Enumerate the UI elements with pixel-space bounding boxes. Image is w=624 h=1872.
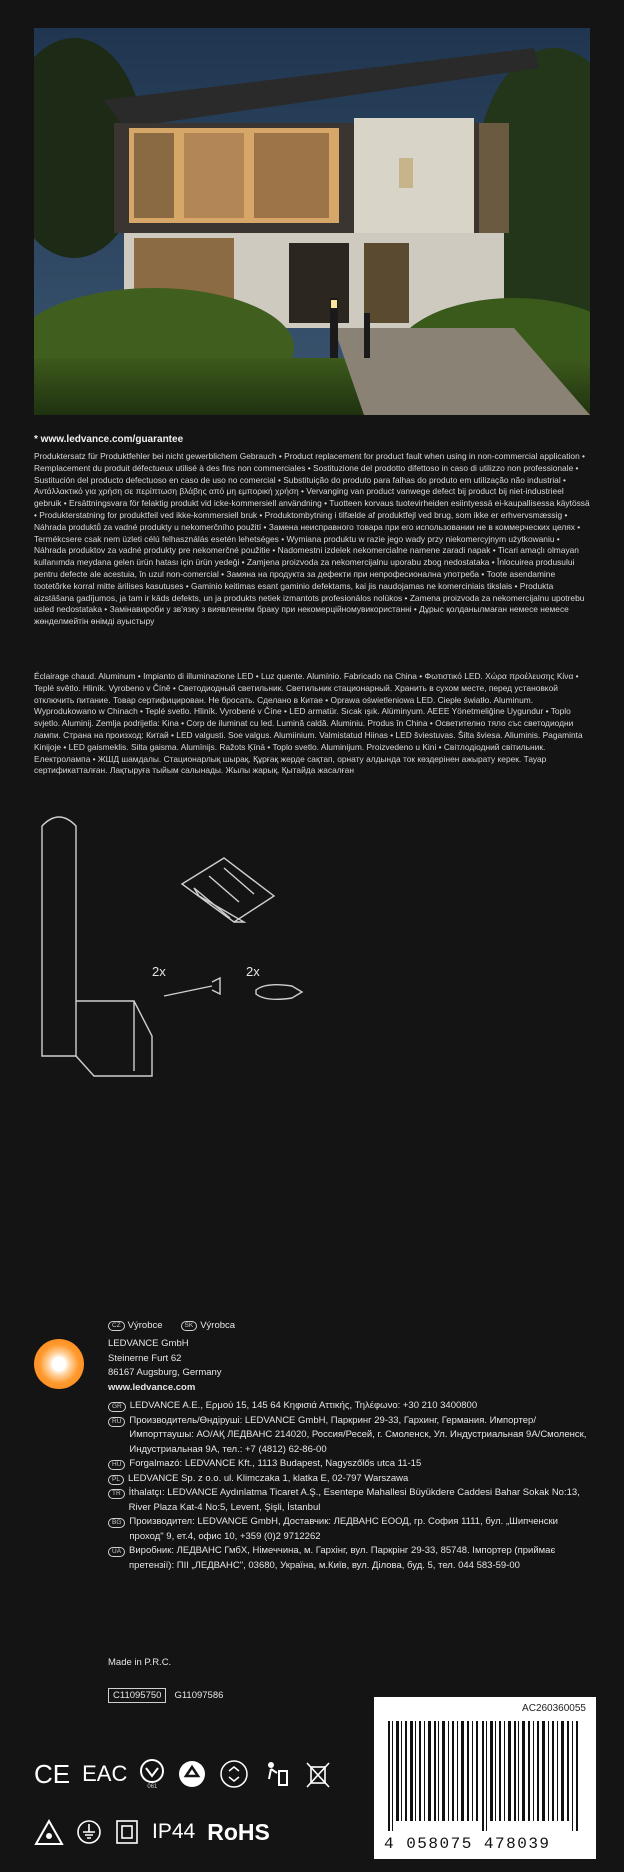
made-by-sk (181, 1320, 236, 1331)
product-photo (34, 28, 590, 415)
rep-text: Производител: LEDVANCE GmbH, Доставчик: ЛЕДВАНС ЕООД, гр. София 1111, бул. „Шипченски проход" 9, ет.4, офис 10, +359 (0)2 9712262 (129, 1516, 558, 1542)
country-code-badge: PL (108, 1475, 124, 1485)
rep-ru (108, 1414, 594, 1458)
representatives-list (108, 1399, 594, 1573)
house-illustration (34, 28, 590, 415)
country-code-badge: UA (108, 1547, 125, 1557)
city: 86167 Augsburg, Germany (108, 1367, 222, 1378)
manufacturer-block (108, 1320, 588, 1395)
country-code-badge: RU (108, 1417, 125, 1427)
ledvance-logo (34, 1339, 84, 1389)
lamp-drawing (34, 806, 334, 1086)
company-name: LEDVANCE GmbH (108, 1338, 189, 1349)
street: Steinerne Furt 62 (108, 1352, 182, 1364)
rohs-mark: RoHS (207, 1818, 270, 1845)
ukraine-mark-number: 061 (147, 1784, 158, 1790)
mounting-diagram (34, 806, 334, 1086)
rep-pl (108, 1472, 594, 1487)
ground-symbol-icon (76, 1818, 102, 1846)
rep-text: LEDVANCE A.E., Ερμού 15, 145 64 Κηφισιά Αττικής, Τηλέφωνο: +30 210 3400800 (129, 1400, 478, 1411)
screws-quantity: 2x (152, 964, 166, 979)
article-code: AC260360055 (522, 1703, 586, 1714)
rep-ua (108, 1544, 594, 1573)
country-code-badge: CZ (108, 1321, 125, 1331)
rep-hu (108, 1457, 594, 1472)
ukraine-mark-icon (139, 1758, 165, 1784)
product-codes (108, 1688, 223, 1703)
barcode-panel (374, 1697, 596, 1859)
eac-mark: EAC (82, 1761, 128, 1786)
recycle-icon (177, 1759, 207, 1789)
country-code-badge: SK (181, 1321, 198, 1331)
ce-mark: CE (34, 1758, 71, 1789)
ukraine-mark (139, 1758, 165, 1790)
weee-bin-icon (303, 1759, 333, 1789)
c-code: C11095750 (108, 1688, 166, 1703)
anchors-quantity: 2x (246, 964, 260, 979)
ean-number: 4 058075 478039 (384, 1835, 551, 1853)
made-by-cz (108, 1320, 163, 1331)
country-code-badge: GR (108, 1402, 126, 1412)
guarantee-text: Produktersatz für Produktfehler bei nicht gewerblichem Gebrauch • Product replacement for product fault when using in non-commercial application • Remplacement du produit défectueux utilisé à des fins non commerciales • Sostituzione del prodotto difettoso in caso di utilizzo non professionale • Sustitución del producto defectuoso en caso de uso no comercial • Substituição do produto para falhas do produto em utilização não industrial • Αντάλλακτικό για χρήση σε περίπτωση βλάβης από μη εμπορική χρήση • Vervanging van product vanwege defect bij product bij niet-industrieel gebruik • Ersättningsvara för felaktig produkt vid icke-kommersiell användning • Tuotteen korvaus tuotevirheiden esiintyessä ei-kaupallisessa käytössä • Produkterstatning for produktfeil ved ikke-kommersiell bruk • Produktombytning i tilfælde af produktfejl ved brug, som ikke er erhvervsmæssig • Náhrada produktů za vadné produkty u nekomerčního použití • Замена неисправного товара при его использовании не в коммерческих целях • Termékcsere csak nem üzleti célú felhasználás esetén lehetséges • Wymiana produktu w razie jego wady przy niekomercyjnym użytkowaniu • Náhrada produktov za vadné produkty pre nekomerčné použitie • Nadomestni izdelek nekomercialne namene zaradi napak • Ticari amaçlı olmayan kullanımda meydana gelen ürün hatası için ürün yedeği • Zamjena proizvoda za nekomercijalnu uporabu zbog nedostataka • Înlocuirea produsului pentru defecte ale acestuia, în uzul non-comercial • Замяна на продукта за дефекти при непрофесионална употреба • Toote asendamine tootetõrke korral mitte ärilises kasutuses • Gaminio keitimas esant gaminio defektams, kai jis naudojamas ne komerciniais tikslais • Produkta aizstāšana gadījumos, ja tam ir kāds defekts, un ja produkts netiek izmantots profesionālos nolūkos • Zamena proizvoda za nekomercijalnu upotrebu usled nedostataka • Замінавироби у зв'язку з виявленням браку при некомерційномувикористанні • Дұрыс қолданылмаған немесе немесе жөнделмейтін өнімді ауыстыру (34, 451, 590, 627)
g-code: G11097586 (174, 1690, 224, 1701)
rep-text: Производитель/Өндіруші: LEDVANCE GmbH, Паркринг 29-33, Гархинг, Германия. Импортер/Импорттаушы: АО/АҚ ЛЕДВАНС 214020, Россия/Ресей, г. Смоленск, Ул. Индустриальная 9А/Смоленск, Индустриальная 9А, тел.: +7 (4812) 62-86-00 (129, 1414, 587, 1455)
made-by-label: Výrobce (127, 1320, 163, 1331)
compliance-symbols-bottom (34, 1818, 270, 1846)
manufacturer-address (108, 1337, 588, 1395)
rep-bg (108, 1515, 594, 1544)
warning-triangle-icon (34, 1818, 64, 1846)
barcode-bars (384, 1721, 586, 1831)
rep-text: Forgalmazó: LEDVANCE Kft., 1113 Budapest, Nagyszőlős utca 11-15 (129, 1458, 422, 1469)
compliance-symbols-top (34, 1758, 333, 1790)
rep-text: Виробник: ЛЕДВАНС ГмбХ, Німеччина, м. Гархінг, вул. Паркрінг 29-33, 85748. Імпортер (приймає претензії): ПІІ „ЛЕДВАНС", 03680, Україна, м.Київ, вул. Ділова, буд. 5, тел. 044 583-59-00 (129, 1545, 556, 1571)
rep-text: İthalatçı: LEDVANCE Aydınlatma Ticaret A.Ş., Esentepe Mahallesi Büyükdere Caddesi Bahar Sokak No:13, River Plaza Kat-4 No:5, Levent, Şişli, İstanbul (128, 1487, 580, 1513)
product-description-text: Éclairage chaud. Aluminum • Impianto di illuminazione LED • Luz quente. Alumínio. Fabricado na China • Φωτιστικό LED. Χώρα προέλευσης Κίνα • Teplé světlo. Hliník. Vyrobeno v Číně • Светодиодный светильник. Светильник стационарный. Хранить в сухом месте, перед установкой отключить питание. Товар сертифицирован. Не бросать. Сделано в Китае • Oprawa oświetleniowa LED. Ciepłe światło. Aluminum. Wyprodukowano w Chinach • Teplé svetlo. Hliník. Vyrobené v Číne • LED armatür. Sıcak ışık. Alüminyum. AEEE Yönetmeliğine Uygundur • Toplo svjetlo. Aluminij. Zemlja podrijetla: Kina • Corp de iluminat cu led. Lumină caldă. Aluminiu. Produs în China • Осветително тяло със светодиодни лампи. Страна на произход: Китай • LED valgusti. Soe valgus. Alumiinium. Valmistatud Hiinas • LED šviestuvas. Šilta šviesa. Aliuminis. Pagaminta Kinijoje • LED gaismeklis. Silta gaisma. Alumīnijs. Ražots Ķīnā • Toplo svetlo. Aluminijum. Proizvedeno u Kini • Світлодіодний світильник. Електролампа • ЖШД шамдалы. Стационарлық шырақ. Құрғақ жерде сақтап, орнату алдында ток көздерінен ажырату керек. Тауар сертификатталған. Лақтыруға тыйым салынады. Жылы жарық. Қытайда жасалған (34, 671, 583, 776)
made-by-label: Výrobca (200, 1320, 236, 1331)
rep-text: LEDVANCE Sp. z o.o. ul. Klimczaka 1, klatka E, 02-797 Warszawa (127, 1472, 409, 1484)
website: www.ledvance.com (108, 1381, 196, 1393)
rep-gr (108, 1399, 594, 1414)
ip-rating: IP44 (152, 1820, 196, 1843)
made-in-label: Made in P.R.C. (108, 1657, 172, 1668)
tidyman-icon (261, 1759, 291, 1789)
country-code-badge: HU (108, 1460, 125, 1470)
country-code-badge: BG (108, 1518, 125, 1528)
rep-tr (108, 1486, 594, 1515)
country-code-badge: TR (108, 1489, 125, 1499)
guarantee-url: * www.ledvance.com/guarantee (34, 434, 184, 445)
class-ii-icon (114, 1818, 140, 1846)
manufacturer-labels (108, 1320, 588, 1331)
packaging-recycle-icon (219, 1759, 249, 1789)
